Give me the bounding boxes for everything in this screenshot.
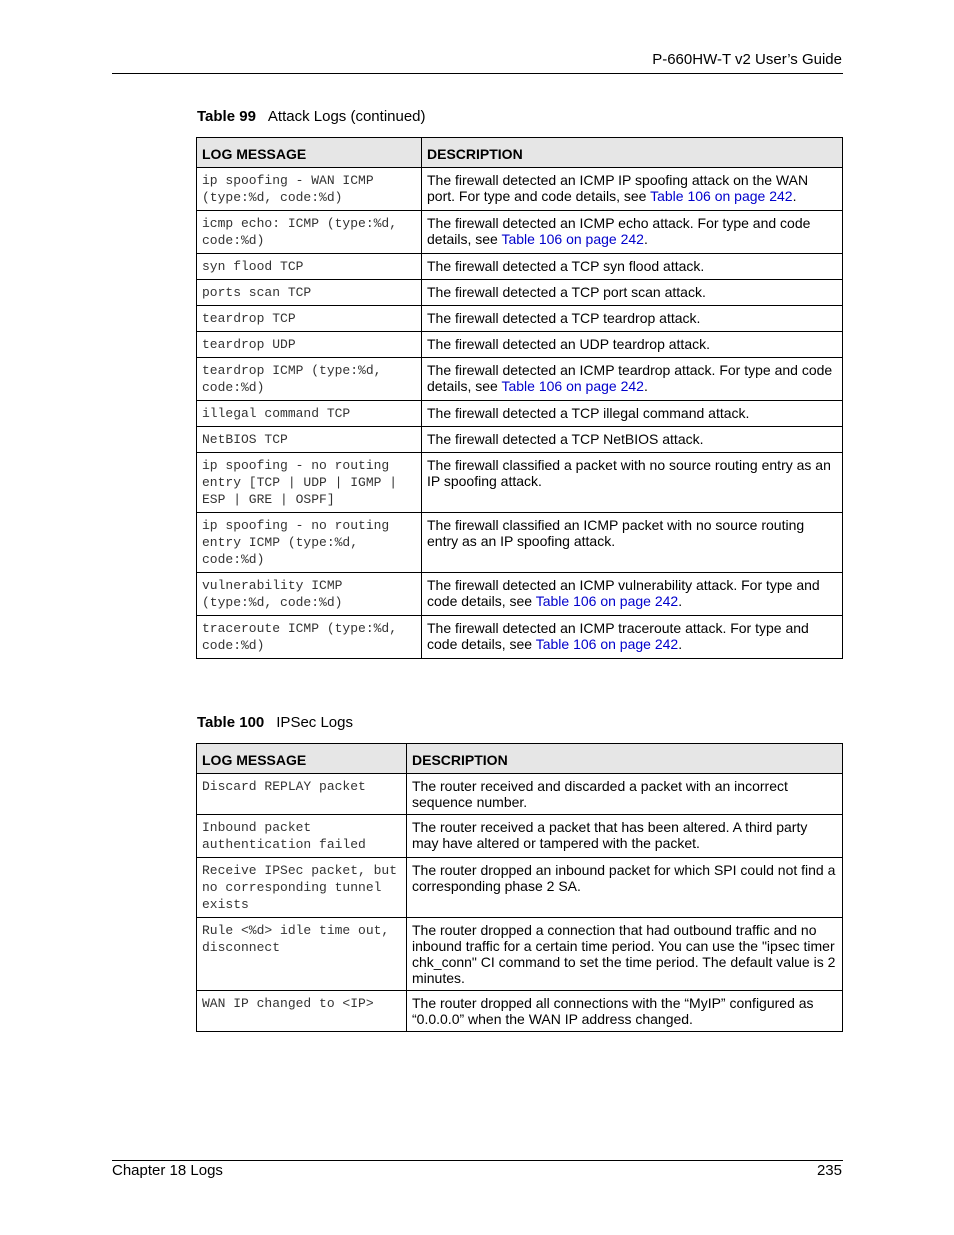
description-text: The firewall detected an ICMP teardrop attack. For type and code details, see [427,362,833,394]
log-message-cell: Inbound packet authentication failed [197,815,407,858]
table100-caption-number: Table 100 [197,714,265,731]
description-cell [422,168,843,211]
chapter-label: Chapter 18 Logs [112,1162,223,1179]
table-row [197,815,843,858]
log-message-cell: Rule <%d> idle time out, disconnect [197,918,407,991]
description-cell [422,573,843,616]
table-row [197,991,843,1032]
description-cell: The router dropped a connection that had outbound traffic and no inbound traffic for a certain time period. You can use the "ipsec timer chk_conn" CI command to set the time period. The default value is 2 minutes. [407,918,843,991]
description-text: The firewall detected a TCP NetBIOS attack. [427,431,704,447]
log-message-cell: ip spoofing - no routing entry [TCP | UDP | IGMP | ESP | GRE | OSPF] [197,453,422,513]
log-message-cell: traceroute ICMP (type:%d, code:%d) [197,616,422,659]
description-text: The firewall detected a TCP port scan attack. [427,284,706,300]
description-text: The firewall detected an ICMP IP spoofing attack on the WAN port. For type and code details, see [427,172,809,204]
column-header-description: DESCRIPTION [407,744,843,774]
log-message-cell: ip spoofing - WAN ICMP (type:%d, code:%d) [197,168,422,211]
table-reference-link[interactable]: Table 106 on page 242 [501,378,644,394]
ipsec-logs-table [196,743,843,1032]
description-cell [422,616,843,659]
attack-logs-table [196,137,843,659]
description-text: The firewall detected an ICMP vulnerability attack. For type and code details, see [427,577,820,609]
log-message-cell: NetBIOS TCP [197,427,422,453]
page-number: 235 [816,1162,842,1179]
table-row [197,168,843,211]
log-message-cell: Discard REPLAY packet [197,774,407,815]
description-text: The firewall detected an ICMP traceroute attack. For type and code details, see [427,620,809,652]
table-row [197,254,843,280]
table-row [197,306,843,332]
log-message-cell: teardrop ICMP (type:%d, code:%d) [197,358,422,401]
table100-caption-title: IPSec Logs [276,714,353,731]
description-text-end: . [678,593,683,609]
table-row [197,858,843,918]
description-cell: The router received and discarded a packet with an incorrect sequence number. [407,774,843,815]
log-message-cell: teardrop TCP [197,306,422,332]
table-reference-link[interactable]: Table 106 on page 242 [535,636,679,652]
table99-caption-number: Table 99 [197,108,256,125]
description-text: The firewall detected an UDP teardrop attack. [427,336,711,352]
log-message-cell: vulnerability ICMP (type:%d, code:%d) [197,573,422,616]
table-reference-link[interactable]: Table 106 on page 242 [650,188,793,204]
table-header-row [197,744,843,774]
description-text: The firewall detected a TCP illegal command attack. [427,405,750,421]
column-header-description: DESCRIPTION [422,138,843,168]
description-text-end: . [792,188,797,204]
log-message-cell: WAN IP changed to <IP> [197,991,407,1032]
description-text: The firewall detected a TCP syn flood attack. [427,258,705,274]
description-cell [422,280,843,306]
log-message-cell: Receive IPSec packet, but no corresponding tunnel exists [197,858,407,918]
table100-caption [197,714,353,731]
description-text-end: . [678,636,683,652]
table-row [197,332,843,358]
log-message-cell: icmp echo: ICMP (type:%d, code:%d) [197,211,422,254]
description-cell [422,513,843,573]
description-cell [422,427,843,453]
footer-rule [112,1160,843,1161]
description-cell [422,358,843,401]
description-text: The firewall classified a packet with no source routing entry as an IP spoofing attack. [427,457,831,489]
log-message-cell: ports scan TCP [197,280,422,306]
description-cell [422,401,843,427]
table-row [197,453,843,513]
description-cell: The router received a packet that has been altered. A third party may have altered or tampered with the packet. [407,815,843,858]
table-row [197,774,843,815]
header-rule [112,73,843,74]
column-header-log-message: LOG MESSAGE [197,744,407,774]
table99-caption [197,108,426,125]
description-cell [422,211,843,254]
table-row [197,616,843,659]
log-message-cell: illegal command TCP [197,401,422,427]
log-message-cell: ip spoofing - no routing entry ICMP (type:%d, code:%d) [197,513,422,573]
description-text: The firewall detected an ICMP echo attack. For type and code details, see [427,215,811,247]
table-row [197,280,843,306]
table-row [197,211,843,254]
table-reference-link[interactable]: Table 106 on page 242 [501,231,644,247]
description-text: The firewall classified an ICMP packet with no source routing entry as an IP spoofing attack. [427,517,805,549]
description-cell: The router dropped an inbound packet for which SPI could not find a corresponding phase 2 SA. [407,858,843,918]
table-row [197,513,843,573]
table-row [197,358,843,401]
column-header-log-message: LOG MESSAGE [197,138,422,168]
table-row [197,427,843,453]
description-cell [422,306,843,332]
description-text-end: . [643,231,648,247]
description-cell [422,332,843,358]
description-text-end: . [643,378,648,394]
table-row [197,918,843,991]
description-cell: The router dropped all connections with the “MyIP” configured as “0.0.0.0” when the WAN IP address changed. [407,991,843,1032]
table-row [197,401,843,427]
table99-caption-title: Attack Logs (continued) [267,108,426,125]
description-text: The firewall detected a TCP teardrop attack. [427,310,701,326]
table-header-row [197,138,843,168]
log-message-cell: teardrop UDP [197,332,422,358]
description-cell [422,254,843,280]
table-reference-link[interactable]: Table 106 on page 242 [535,593,679,609]
log-message-cell: syn flood TCP [197,254,422,280]
description-cell [422,453,843,513]
guide-title: P-660HW-T v2 User’s Guide [652,51,842,68]
table-row [197,573,843,616]
